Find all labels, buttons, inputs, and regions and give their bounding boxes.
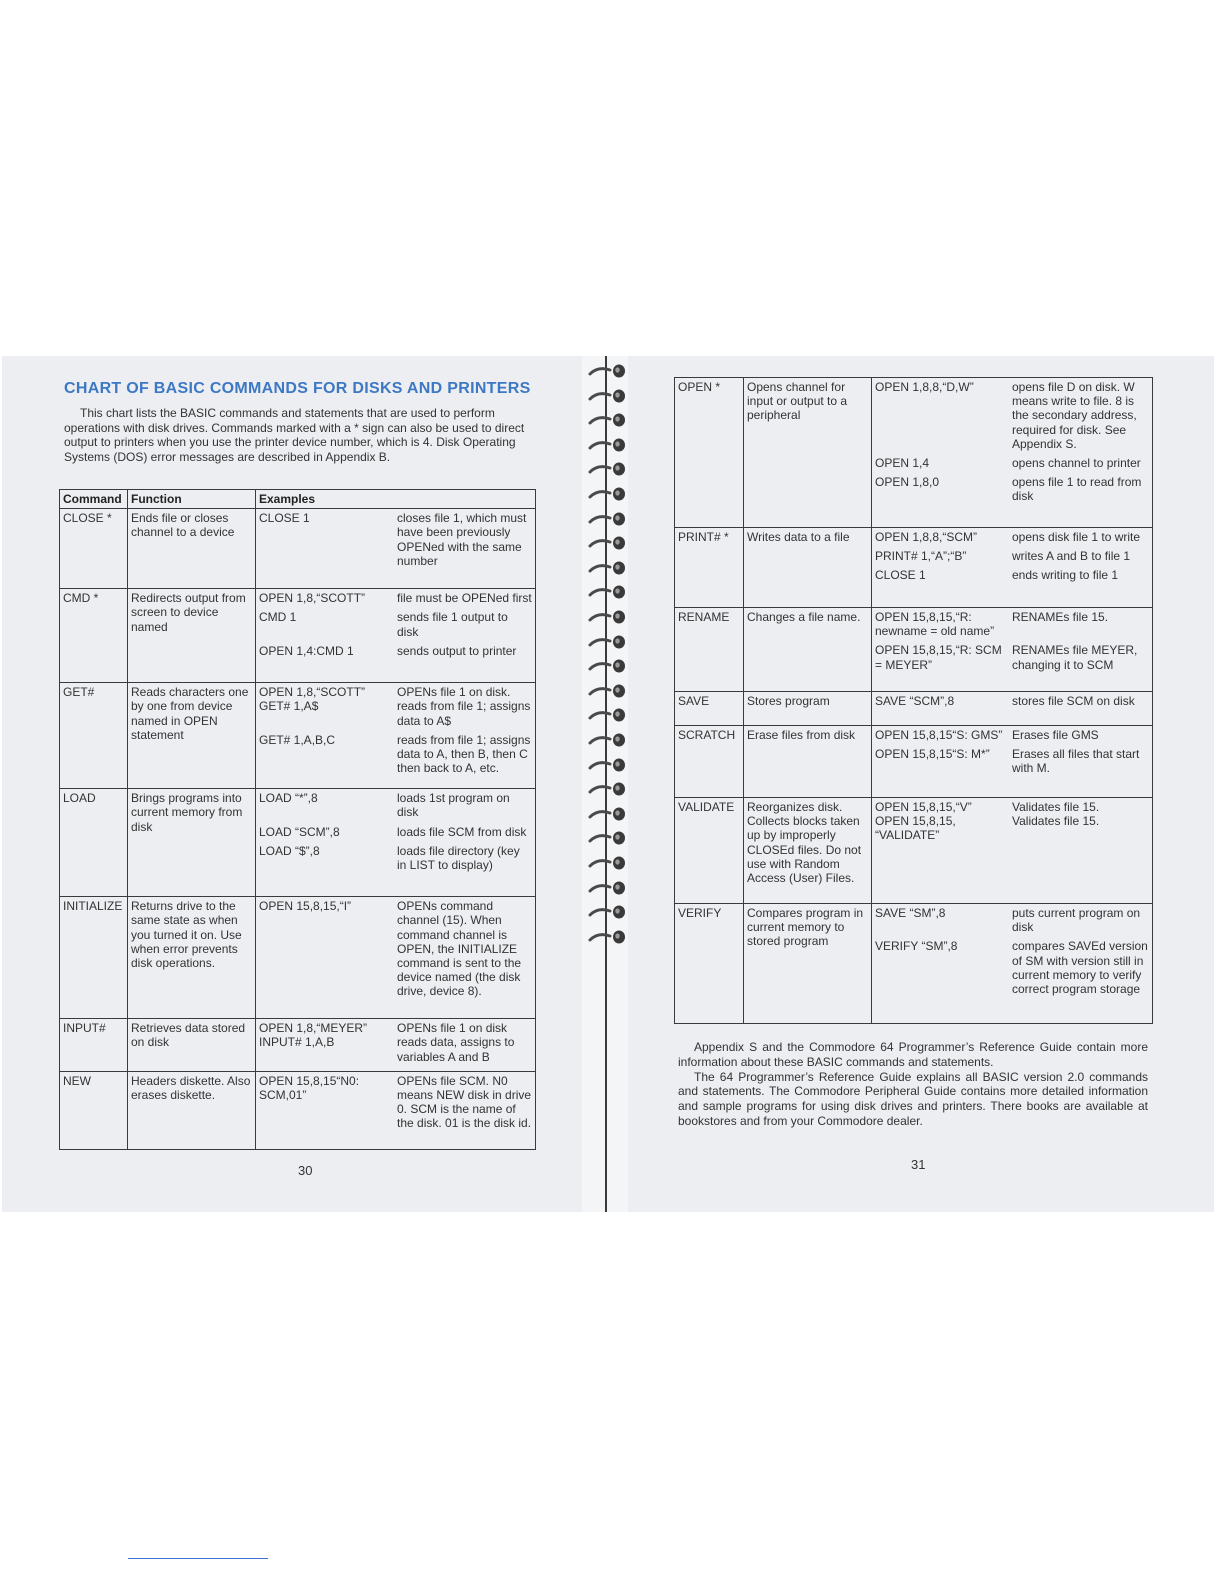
closing-paragraph: Appendix S and the Commodore 64 Programmer’s Reference Guide contain more information about these BASIC commands and statements. — [678, 1040, 1148, 1069]
example-code: OPEN 1,8,0 — [875, 475, 940, 490]
examples-cell — [872, 904, 1153, 1024]
table-row — [60, 1019, 536, 1072]
example-line — [872, 456, 1152, 470]
example-code: OPEN 1,4 — [875, 456, 930, 471]
example-code: SAVE “SCM”,8 — [875, 694, 955, 708]
coil-ring — [588, 411, 632, 429]
example-description: OPENs file 1 on disk. reads from file 1; assigns data to A$ — [397, 685, 531, 728]
examples-cell — [872, 528, 1153, 608]
example-description: sends file 1 output to disk — [397, 610, 508, 639]
header-examples: Examples — [256, 490, 536, 509]
coil-ring — [588, 436, 632, 454]
example-code: LOAD “$”,8 — [259, 843, 320, 858]
coil-ring — [588, 510, 632, 528]
example-line — [256, 899, 535, 998]
example-line — [256, 511, 535, 568]
coil-ring — [588, 534, 632, 552]
command-cell: VERIFY — [675, 904, 744, 1024]
example-line — [256, 1074, 535, 1131]
table-row — [675, 528, 1153, 608]
coil-ring — [588, 903, 632, 921]
example-code: PRINT# 1,“A”;“B” — [875, 549, 967, 564]
example-line — [872, 728, 1152, 742]
command-cell: VALIDATE — [675, 798, 744, 904]
example-line — [256, 1021, 535, 1064]
example-line — [256, 644, 535, 658]
example-code: OPEN 1,8,8,“D,W” — [875, 380, 974, 394]
table-row — [675, 692, 1153, 726]
coil-ring — [588, 387, 632, 405]
command-cell: GET# — [60, 683, 128, 789]
coil-ring — [588, 854, 632, 872]
example-code: OPEN 15,8,15“S: GMS” — [875, 728, 1003, 742]
function-cell: Reorganizes disk. Collects blocks taken up by improperly CLOSEd files. Do not use with Random Access (User) Files. — [744, 798, 872, 904]
function-cell: Opens channel for input or output to a peripheral — [744, 378, 872, 528]
example-line — [872, 380, 1152, 451]
example-code: LOAD “*”,8 — [259, 791, 318, 806]
example-line — [256, 685, 535, 728]
example-code: OPEN 1,8,“MEYER” INPUT# 1,A,B — [259, 1021, 368, 1050]
example-description: opens file D on disk. W means write to file. 8 is the secondary address, required for disk. See Appendix S. — [1012, 380, 1137, 451]
example-description: RENAMEs file MEYER, changing it to SCM — [1012, 643, 1138, 672]
example-description: OPENs file SCM. N0 means NEW disk in drive 0. SCM is the name of the disk. 01 is the disk id. — [397, 1073, 532, 1131]
function-cell: Erase files from disk — [744, 726, 872, 798]
example-description: OPENs command channel (15). When command channel is OPEN, the INITIALIZE command is sent to the device named (the disk drive, device 8). — [397, 899, 522, 999]
example-description: file must be OPENed first — [397, 591, 532, 606]
example-code: OPEN 1,4:CMD 1 — [259, 643, 354, 658]
example-description: opens channel to printer — [1012, 456, 1141, 471]
example-description: opens file 1 to read from disk — [1012, 475, 1142, 504]
table-header-row — [60, 490, 536, 509]
example-code: SAVE “SM”,8 — [875, 906, 946, 920]
example-line — [872, 568, 1152, 582]
table-row — [675, 378, 1153, 528]
example-description: Erases all files that start with M. — [1012, 747, 1140, 776]
example-line — [872, 549, 1152, 563]
examples-cell — [256, 1019, 536, 1072]
closing-notes — [678, 1040, 1148, 1129]
example-line — [256, 825, 535, 839]
example-description: RENAMEs file 15. — [1012, 610, 1109, 624]
command-cell: CMD * — [60, 589, 128, 683]
example-line — [872, 530, 1152, 544]
coil-ring — [588, 460, 632, 478]
coil-ring — [588, 633, 632, 651]
function-cell: Stores program — [744, 692, 872, 726]
chart-title: CHART OF BASIC COMMANDS FOR DISKS AND PRINTERS — [64, 380, 531, 397]
examples-cell — [872, 798, 1153, 904]
coil-ring — [588, 583, 632, 601]
coil-ring — [588, 608, 632, 626]
command-cell: LOAD — [60, 789, 128, 897]
example-line — [256, 791, 535, 819]
example-line — [872, 475, 1152, 503]
example-code: CLOSE 1 — [259, 511, 310, 526]
example-line — [872, 643, 1152, 671]
example-line — [872, 939, 1152, 996]
example-description: Erases file GMS — [1012, 728, 1099, 742]
command-cell: SCRATCH — [675, 726, 744, 798]
example-code: OPEN 1,8,“SCOTT” GET# 1,A$ — [259, 685, 366, 714]
link-underline — [128, 1558, 268, 1559]
page-number-left: 30 — [298, 1163, 313, 1178]
examples-cell — [256, 897, 536, 1019]
command-cell: OPEN * — [675, 378, 744, 528]
example-code: CMD 1 — [259, 610, 297, 625]
examples-cell — [256, 1071, 536, 1149]
example-description: loads file SCM from disk — [397, 824, 527, 839]
example-line — [256, 591, 535, 605]
commands-table-right — [674, 377, 1153, 1024]
function-cell: Returns drive to the same state as when you turned it on. Use when error prevents disk operations. — [128, 897, 256, 1019]
command-cell: SAVE — [675, 692, 744, 726]
coil-ring — [588, 879, 632, 897]
example-line — [872, 747, 1152, 775]
examples-cell — [872, 378, 1153, 528]
examples-cell — [872, 726, 1153, 798]
example-code: OPEN 1,8,8,“SCM” — [875, 530, 978, 544]
example-description: puts current program on disk — [1012, 906, 1141, 935]
closing-paragraph: The 64 Programmer’s Reference Guide explains all BASIC version 2.0 commands and statements. The Commodore Peripheral Guide contains more detailed information and sample programs for using disk drives and printers. There books are available at bookstores and from your Commodore dealer. — [678, 1069, 1148, 1128]
coil-ring — [588, 731, 632, 749]
example-code: OPEN 15,8,15,“R: SCM = MEYER” — [875, 643, 1002, 672]
coil-ring — [588, 756, 632, 774]
example-code: LOAD “SCM”,8 — [259, 824, 340, 839]
examples-cell — [872, 692, 1153, 726]
table-row — [60, 789, 536, 897]
header-command: Command — [60, 490, 128, 509]
function-cell: Headers diskette. Also erases diskette. — [128, 1071, 256, 1149]
example-description: stores file SCM on disk — [1012, 694, 1135, 708]
example-code: VERIFY “SM”,8 — [875, 939, 958, 954]
table-row — [675, 904, 1153, 1024]
function-cell: Ends file or closes channel to a device — [128, 509, 256, 589]
table-row — [60, 589, 536, 683]
command-cell: INITIALIZE — [60, 897, 128, 1019]
examples-cell — [872, 608, 1153, 692]
command-cell: PRINT# * — [675, 528, 744, 608]
example-code: GET# 1,A,B,C — [259, 732, 336, 747]
commands-table-left — [59, 489, 536, 1150]
example-line — [256, 610, 535, 638]
example-code: CLOSE 1 — [875, 568, 926, 583]
example-code: OPEN 15,8,15,“R: newname = old name” — [875, 610, 995, 639]
example-code: OPEN 1,8,“SCOTT” — [259, 591, 366, 606]
example-code: OPEN 15,8,15,“V” OPEN 15,8,15, “VALIDATE” — [875, 800, 972, 843]
examples-cell — [256, 683, 536, 789]
coil-ring — [588, 559, 632, 577]
table-row — [675, 608, 1153, 692]
example-code: OPEN 15,8,15“S: M*” — [875, 747, 990, 762]
coil-ring — [588, 928, 632, 946]
function-cell: Brings programs into current memory from disk — [128, 789, 256, 897]
examples-cell — [256, 589, 536, 683]
table-row — [60, 509, 536, 589]
table-row — [675, 798, 1153, 904]
function-cell: Redirects output from screen to device named — [128, 589, 256, 683]
example-description: Validates file 15. Validates file 15. — [1012, 800, 1100, 829]
example-description: OPENs file 1 on disk reads data, assigns to variables A and B — [397, 1021, 515, 1064]
coil-ring — [588, 829, 632, 847]
example-description: writes A and B to file 1 — [1012, 549, 1131, 564]
function-cell: Compares program in current memory to stored program — [744, 904, 872, 1024]
example-description: opens disk file 1 to write — [1012, 530, 1141, 544]
coil-ring — [588, 805, 632, 823]
examples-cell — [256, 509, 536, 589]
command-cell: NEW — [60, 1071, 128, 1149]
function-cell: Writes data to a file — [744, 528, 872, 608]
coil-ring — [588, 362, 632, 380]
coil-ring — [588, 657, 632, 675]
header-function: Function — [128, 490, 256, 509]
table-row — [60, 1071, 536, 1149]
command-cell: RENAME — [675, 608, 744, 692]
page-number-right: 31 — [911, 1157, 926, 1172]
example-line — [872, 694, 1152, 708]
example-line — [872, 610, 1152, 638]
example-description: compares SAVEd version of SM with version still in current memory to verify correct program storage — [1012, 939, 1148, 997]
example-description: reads from file 1; assigns data to A, then B, then C then back to A, etc. — [397, 732, 531, 776]
table-row — [675, 726, 1153, 798]
example-description: loads file directory (key in LIST to display) — [397, 843, 520, 873]
coil-ring — [588, 706, 632, 724]
function-cell: Changes a file name. — [744, 608, 872, 692]
command-cell: CLOSE * — [60, 509, 128, 589]
function-cell: Reads characters one by one from device named in OPEN statement — [128, 683, 256, 789]
example-description: loads 1st program on disk — [397, 791, 510, 820]
table-row — [60, 897, 536, 1019]
example-description: sends output to printer — [397, 643, 517, 658]
example-line — [872, 800, 1152, 843]
example-description: closes file 1, which must have been previously OPENed with the same number — [397, 511, 527, 568]
example-line — [256, 733, 535, 776]
intro-paragraph: This chart lists the BASIC commands and statements that are used to perform operations with disk drives. Commands marked with a * sign can also be used to direct output to printers when you use the printer device number, which is 4. Disk Operating Systems (DOS) error messages are described in Appendix B. — [64, 406, 525, 464]
example-code: OPEN 15,8,15,“I” — [259, 899, 352, 914]
function-cell: Retrieves data stored on disk — [128, 1019, 256, 1072]
command-cell: INPUT# — [60, 1019, 128, 1072]
example-line — [872, 906, 1152, 934]
coil-ring — [588, 780, 632, 798]
coil-ring — [588, 682, 632, 700]
example-line — [256, 844, 535, 872]
example-code: OPEN 15,8,15“N0: SCM,01” — [259, 1073, 360, 1103]
coil-ring — [588, 485, 632, 503]
examples-cell — [256, 789, 536, 897]
table-row — [60, 683, 536, 789]
example-description: ends writing to file 1 — [1012, 568, 1119, 583]
